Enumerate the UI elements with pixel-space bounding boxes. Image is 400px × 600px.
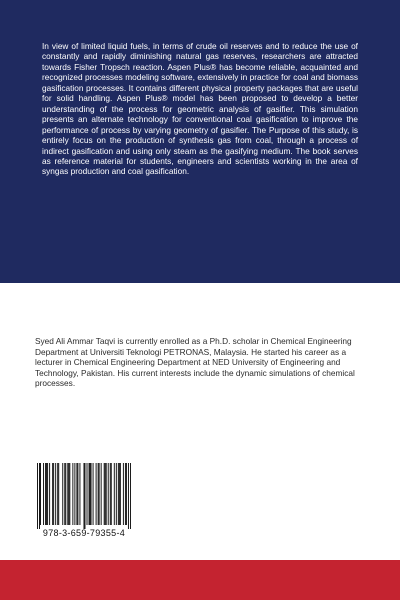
barcode-bar: [114, 463, 115, 525]
barcode-bar: [52, 463, 53, 525]
barcode-bar: [39, 463, 40, 529]
barcode-bar: [83, 463, 84, 529]
barcode-icon: [31, 459, 137, 529]
barcode-bar: [37, 463, 38, 529]
barcode-bar: [123, 463, 124, 525]
barcode-bar: [74, 463, 75, 525]
book-description: In view of limited liquid fuels, in terms of crude oil reserves and to reduce the use of constantly and rapidly diminishing natural gas reserves, researchers are attracted towards Fisher Tropsch reaction. Aspen Plus® has become reliable, acquainted and recognized processes modeling software, extensively in practice for coal and biomass gasification processes. It contains different physical property packages that are useful for solid handling. Aspen Plus® model has been proposed to develop a better understanding of the process for geometric analysis of gasifier. This simulation presents an alternate technology for conventional coal gasification to improve the performance of process by varying geometry of gasifier. The Purpose of this study, is entirely focus on the production of synthesis gas from coal, through a process of indirect gasification and using only steam as the gasifying medium. The book serves as reference material for students, engineers and scientists working in the area of syngas production and coal gasification.: [42, 41, 358, 177]
barcode-bar: [91, 463, 92, 525]
barcode-bar: [46, 463, 47, 525]
barcode-bar: [67, 463, 68, 525]
barcode-bar: [69, 463, 70, 525]
barcode-bar: [49, 463, 50, 525]
barcode-bar: [119, 463, 120, 525]
barcode-bar: [118, 463, 119, 525]
barcode-bar: [116, 463, 117, 525]
barcode-bar: [128, 463, 129, 529]
barcode-bar: [96, 463, 97, 525]
isbn-number: 978-3-659-79355-4: [42, 528, 126, 538]
barcode-bar: [90, 463, 91, 525]
barcode-bar: [106, 463, 107, 525]
barcode-bar: [98, 463, 99, 525]
barcode-bar: [68, 463, 69, 525]
barcode-bar: [93, 463, 94, 525]
barcode-bar: [77, 463, 78, 525]
barcode-bar: [58, 463, 59, 525]
barcode-bar: [104, 463, 105, 525]
description-panel: [0, 0, 400, 283]
barcode-bar: [120, 463, 121, 525]
barcode-bar: [111, 463, 112, 525]
barcode-bar: [79, 463, 80, 525]
barcode-bar: [89, 463, 90, 525]
barcode-bar: [53, 463, 54, 525]
barcode-bar: [65, 463, 66, 525]
barcode-bar: [62, 463, 63, 525]
barcode-bar: [99, 463, 100, 525]
barcode-bar: [110, 463, 111, 525]
isbn-barcode: [31, 459, 137, 542]
barcode-bar: [101, 463, 102, 525]
barcode-bar: [87, 463, 88, 525]
barcode-bar: [105, 463, 106, 525]
author-bio: Syed Ali Ammar Taqvi is currently enrolled as a Ph.D. scholar in Chemical Engineering Department at Universiti Teknologi PETRONAS, Malaysia. He started his career as a lecturer in Chemical Engineering Department at NED University of Engineering and Technology, Pakistan. His current interests include the dynamic simulations of chemical processes.: [35, 336, 355, 389]
barcode-bar: [43, 463, 44, 525]
bottom-color-band: [0, 560, 400, 600]
barcode-bar: [126, 463, 127, 525]
barcode-bar: [108, 463, 109, 525]
barcode-bar: [55, 463, 56, 525]
barcode-bar: [45, 463, 46, 525]
barcode-bar: [40, 463, 41, 525]
barcode-bar: [64, 463, 65, 525]
barcode-bar: [130, 463, 131, 529]
barcode-bar: [57, 463, 58, 525]
barcode-bar: [47, 463, 48, 525]
barcode-bar: [125, 463, 126, 525]
barcode-bar: [72, 463, 73, 525]
barcode-bar: [85, 463, 86, 529]
barcode-bar: [76, 463, 77, 525]
